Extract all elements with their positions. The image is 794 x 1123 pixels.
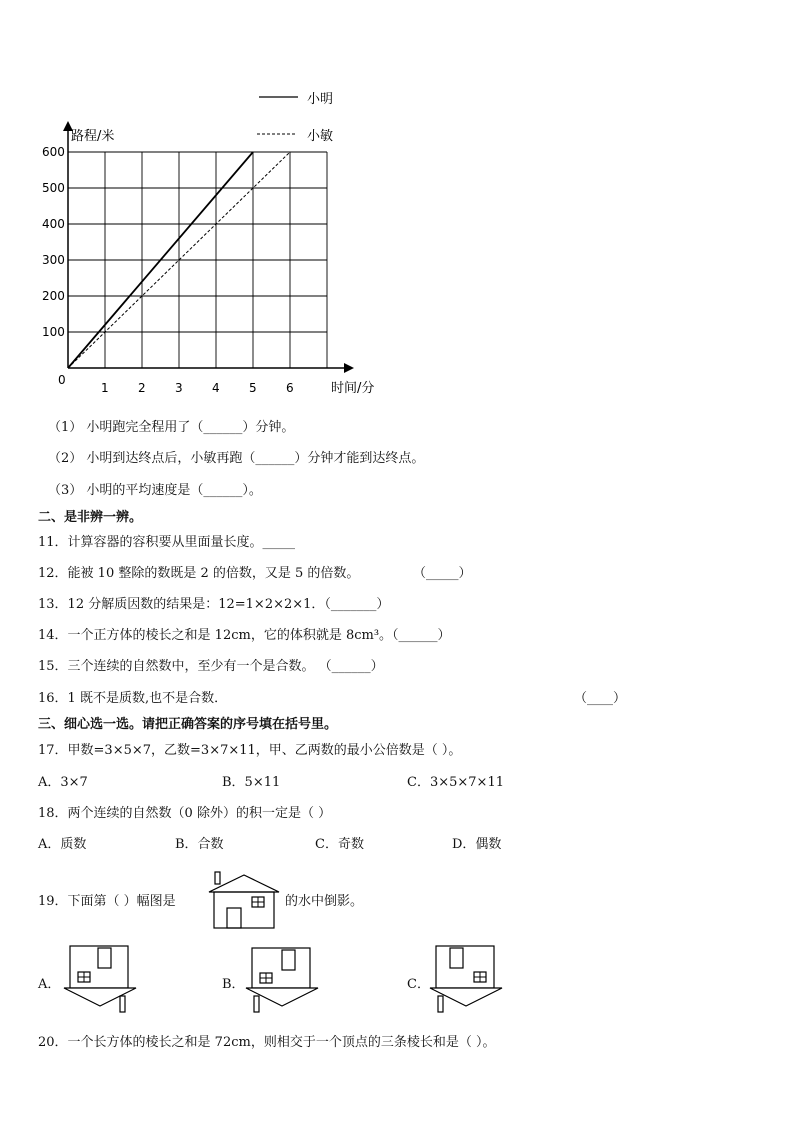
question-13: 13．12 分解质因数的结果是：12=1×2×2×1．（_______） [38, 597, 390, 612]
x-axis-label: 时间/分 [331, 381, 375, 396]
y-tick-label: 300 [42, 253, 65, 267]
house-icon [207, 870, 281, 930]
question-16-blank: （____） [574, 691, 627, 706]
y-tick-label: 400 [42, 217, 65, 231]
question-18-option-d: D．偶数 [452, 837, 502, 852]
question-17-option-c: C．3×5×7×11 [407, 775, 504, 790]
question-sub-3: （3） 小明的平均速度是（______）。 [48, 483, 262, 498]
question-18-option-a: A．质数 [38, 837, 87, 852]
legend-label-xiaomin: 小敏 [307, 129, 334, 144]
distance-time-chart [0, 80, 400, 400]
question-12-blank: （_____） [413, 566, 472, 581]
x-axis-arrow [344, 363, 354, 373]
section-2-heading: 二、是非辨一辨。 [38, 510, 143, 525]
x-tick-label: 6 [286, 381, 294, 395]
question-16: 16．1 既不是质数,也不是合数． [38, 691, 228, 706]
question-19-tail: 的水中倒影。 [285, 894, 364, 909]
legend-label-xiaoming: 小明 [307, 92, 334, 107]
question-20: 20．一个长方体的棱长之和是 72cm，则相交于一个顶点的三条棱长和是（ ）。 [38, 1035, 496, 1050]
question-19-option-b: B． [222, 977, 245, 992]
question-18-option-b: B．合数 [175, 837, 224, 852]
question-17: 17．甲数=3×5×7，乙数=3×7×11，甲、乙两数的最小公倍数是（ ）。 [38, 743, 462, 758]
x-tick-label: 2 [138, 381, 146, 395]
question-19: 19．下面第（ ）幅图是 [38, 894, 176, 909]
y-tick-label: 500 [42, 181, 65, 195]
y-tick-label: 200 [42, 289, 65, 303]
question-19-option-c: C． [407, 977, 430, 992]
chart-axes [63, 121, 354, 373]
chart-ticks [42, 145, 294, 395]
question-17-option-a: A．3×7 [38, 775, 88, 790]
reflection-a-icon [62, 944, 138, 1014]
question-17-option-b: B．5×11 [222, 775, 281, 790]
question-18: 18．两个连续的自然数（0 除外）的积一定是（ ） [38, 806, 332, 821]
x-tick-label: 3 [175, 381, 183, 395]
y-axis-label: 路程/米 [71, 129, 115, 144]
reflection-b-icon [244, 944, 320, 1014]
reflection-c-icon [428, 944, 504, 1014]
y-tick-label: 600 [42, 145, 65, 159]
question-sub-2: （2） 小明到达终点后，小敏再跑（______）分钟才能到达终点。 [48, 451, 425, 466]
x-tick-label: 1 [101, 381, 109, 395]
question-11: 11．计算容器的容积要从里面量长度。_____ [38, 535, 296, 550]
y-tick-label: 100 [42, 325, 65, 339]
question-sub-1: （1） 小明跑完全程用了（______）分钟。 [48, 420, 295, 435]
chart-grid [68, 152, 327, 368]
question-12: 12．能被 10 整除的数既是 2 的倍数，又是 5 的倍数。 [38, 566, 360, 581]
question-18-option-c: C．奇数 [315, 837, 364, 852]
question-19-option-a: A． [38, 977, 61, 992]
question-15: 15．三个连续的自然数中，至少有一个是合数。 （______） [38, 659, 384, 674]
origin-label: 0 [58, 373, 66, 387]
x-tick-label: 5 [249, 381, 257, 395]
section-3-heading: 三、细心选一选。请把正确答案的序号填在括号里。 [38, 717, 338, 732]
question-14: 14．一个正方体的棱长之和是 12cm，它的体积就是 8cm³。（______） [38, 628, 451, 643]
x-tick-label: 4 [212, 381, 220, 395]
